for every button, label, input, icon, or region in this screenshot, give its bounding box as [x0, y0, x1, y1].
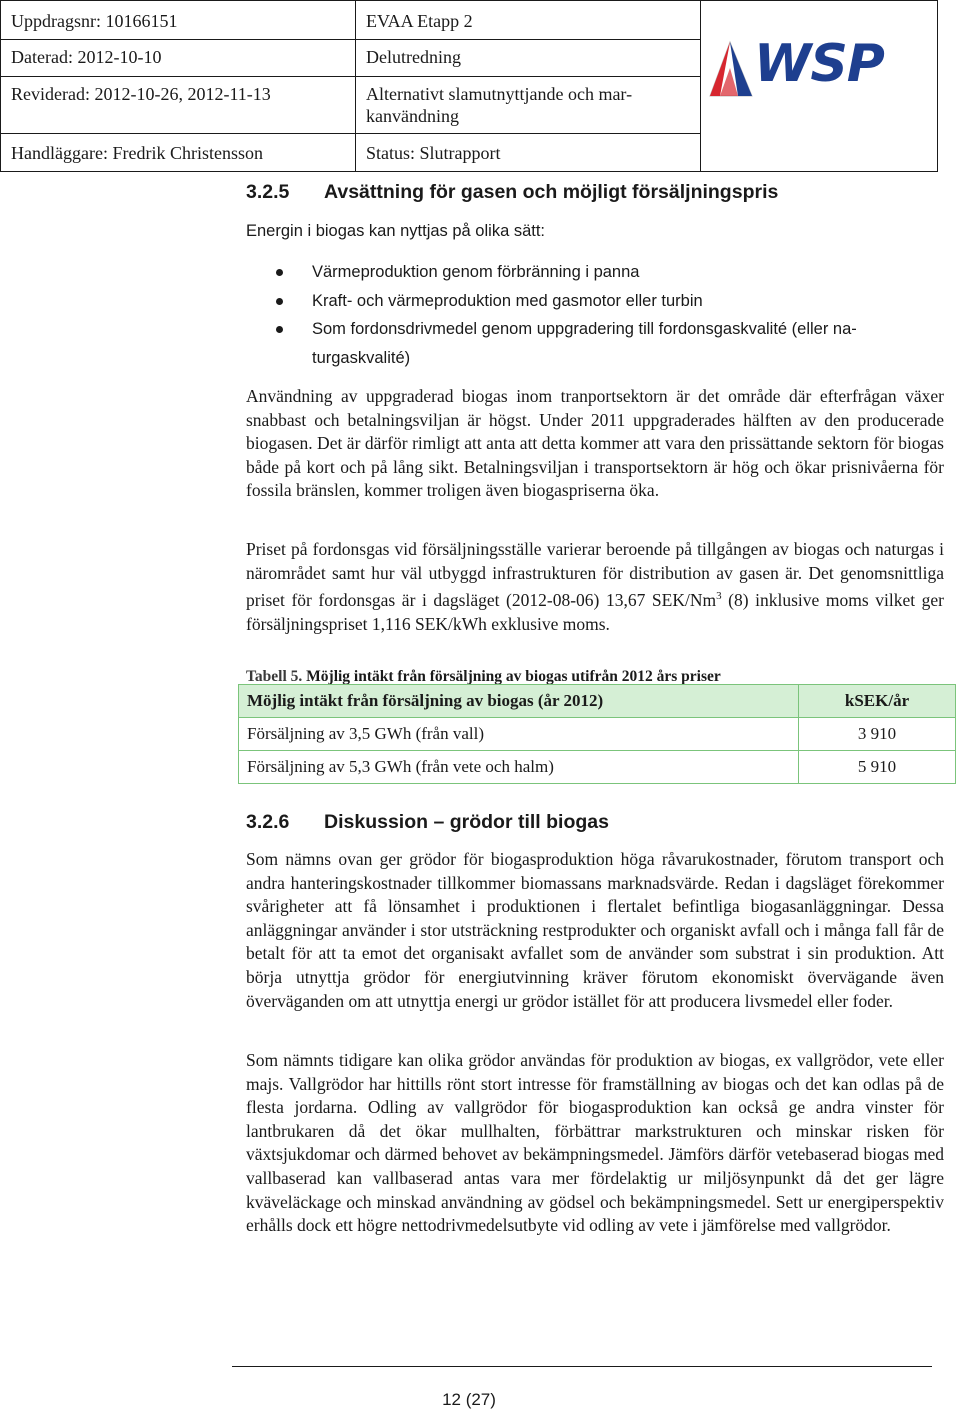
bullet-item: Kraft- och värmeproduktion med gasmotor eller turbin [274, 287, 944, 316]
table-header-cell: kSEK/år [799, 685, 956, 718]
subtitle-cell [355, 76, 701, 134]
wsp-logo-text: WSP [754, 34, 884, 94]
uppdragsnr-cell [0, 0, 356, 40]
table-row [239, 718, 956, 751]
handlaggare-cell [0, 133, 356, 172]
report-status: Status: Slutrapport [366, 143, 501, 163]
revenue-table [238, 684, 956, 784]
table-cell: 5 910 [799, 751, 956, 784]
paragraph-ley-crops: Som nämnts tidigare kan olika grödor användas för produktion av biogas, ex vallgrödor, vete eller majs. Vallgrödor har hittills rönt stort intresse för framställning av biogas och det kan odlas på de flesta jordarna. Odling av vallgrödor för biogasproduktion kan också ge andra vinster för lantbrukaren då det ökar mullhalten, förbättrar markstrukturen och minskar risken för växtsjukdomar och därmed behovet av bekämpningsmedel. Jämförs därför vetebaserad biogas med vallbaserad kan vallbaserad antas vara mer fördelaktig ur miljösynpunkt då det ger lägre kväveläckage och minskad användning av gödsel och bekämpningsmedel. Sett ur energiperspektiv erhålls dock ett högre nettodrivmedelsutbyte vid odling av vete i jämförelse med vallgrödor. [246, 1050, 944, 1236]
table-header-cell: Möjlig intäkt från försäljning av biogas (år 2012) [239, 685, 799, 718]
section-title: Diskussion – grödor till biogas [324, 811, 609, 833]
section-title: Avsättning för gasen och möjligt försäljningspris [324, 181, 779, 203]
report-type-cell [355, 39, 701, 77]
paragraph-crops-cost: Som nämns ovan ger grödor för biogasproduktion höga råvarukostnader, förutom transport och andra hanteringskostnader tillkommer biomassans marknadsvärde. Redan i dagsläget förekommer svårigheter att få lönsamhet i produktionen i flertalet befintliga biogasanläggningar. Dessa anläggningar använder i stor utsträckning restprodukter och organiskt avfall och i många fall får de betalt för att ta emot det organisakt avfallet som de använder som substrat i sin produktion. Att börja utnyttja grödor för energiutvinning kräver förutom ekonomiskt övervägande även överväganden om att utnyttja energi ur grödor istället för att producera livsmedel eller foder. [246, 849, 944, 1011]
bullet-item: Värmeproduktion genom förbränning i panna [274, 258, 944, 287]
daterad-cell [0, 39, 356, 77]
report-type: Delutredning [366, 47, 461, 67]
status-cell [355, 133, 701, 172]
handlaggare: Handläggare: Fredrik Christensson [11, 143, 263, 163]
paragraph-price-text-a: Priset på fordonsgas vid försäljningsställe varierar beroende på tillgången av biogas och naturgas i närområdet samt hur väl utbyggd infrastrukturen för distribution av gasen är. Det genomsnittliga priset för fordonsgas är i dagsläget (2012-08-06) 13,67 SEK/Nm [246, 539, 944, 611]
section-heading-325 [246, 181, 778, 204]
table-cell: 3 910 [799, 718, 956, 751]
page-number: 12 (27) [442, 1390, 496, 1409]
table-caption-label: Tabell 5. [246, 668, 303, 685]
table-header-row [239, 685, 956, 718]
report-subtitle-line2: kanvändning [366, 106, 459, 126]
paragraph-price [246, 538, 944, 636]
section-number: 3.2.6 [246, 811, 290, 833]
table-caption-title: Möjlig intäkt från försäljning av biogas utifrån 2012 års priser [302, 668, 721, 685]
project-cell [355, 0, 701, 40]
superscript: 3 [716, 590, 722, 603]
wsp-logo-icon [708, 38, 754, 102]
project-name: EVAA Etapp 2 [366, 11, 473, 31]
uppdragsnr: Uppdragsnr: 10166151 [11, 11, 178, 31]
reviderad: Reviderad: 2012-10-26, 2012-11-13 [11, 84, 271, 104]
paragraph-demand [246, 385, 944, 503]
paragraph-demand-text: Användning av uppgraderad biogas inom tranportsektorn är det område där efterfrågan växer snabbast och betalningsviljan är högst. Under 2011 uppgraderades hälften av den producerade biogasen. Det är därför rimligt att anta att detta kommer att vara den prissättande sektorn för biogas både på kort och på lång sikt. Betalningsviljan i transportsektorn är hög och ökar prisnivåerna för fossila bränslen, kommer troligen även biogaspriserna öka. [246, 386, 944, 501]
table-cell: Försäljning av 5,3 GWh (från vete och halm) [239, 751, 799, 784]
table-row [239, 751, 956, 784]
section-heading-326 [246, 811, 609, 834]
usage-bullet-list [274, 258, 944, 372]
report-subtitle-line1: Alternativt slamutnyttjande och mar- [366, 84, 633, 104]
intro-paragraph: Energin i biogas kan nyttjas på olika sätt: [246, 222, 546, 240]
section-number: 3.2.5 [246, 181, 290, 203]
reviderad-cell [0, 76, 356, 134]
daterad: Daterad: 2012-10-10 [11, 47, 162, 67]
table-cell: Försäljning av 3,5 GWh (från vall) [239, 718, 799, 751]
paragraph-price-text-b: (8) inklusive moms vilket ger försäljningspriset 1,116 SEK/kWh exklusive moms. [246, 590, 944, 634]
footer-divider [232, 1366, 932, 1367]
bullet-item: Som fordonsdrivmedel genom uppgradering till fordonsgaskvalité (eller na-turgaskvalité) [274, 315, 944, 372]
document-header [0, 0, 938, 172]
